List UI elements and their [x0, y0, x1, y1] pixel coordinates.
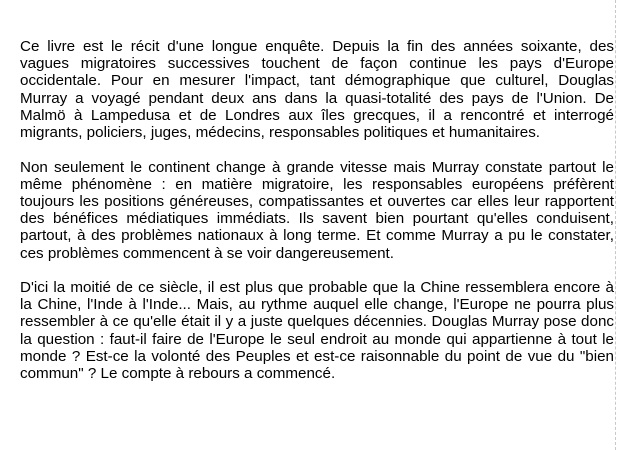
paragraph-2: Non seulement le continent change à grande vitesse mais Murray constate partout le même phénomène : en matière migratoire, les responsables européens préfèrent toujours les positions généreuses, compatissantes et ouvertes car elles leur rapportent des bénéfices médiatiques immédiats. Ils savent bien pourtant qu'elles conduisent, partout, à des problèmes nationaux à long terme. Et comme Murray a pu le constater, ces problèmes commencent à se voir dangereusement.: [20, 158, 614, 262]
paragraph-1: Ce livre est le récit d'une longue enquête. Depuis la fin des années soixante, des vagues migratoires successives touchent de façon continue les pays d'Europe occidentale. Pour en mesurer l'impact, tant démographique que culturel, Douglas Murray a voyagé pendant deux ans dans la quasi-totalité des pays de l'Union. De Malmö à Lampedusa et de Londres aux îles grecques, il a rencontré et interrogé migrants, policiers, juges, médecins, responsables politiques et humanitaires.: [20, 38, 614, 142]
document-text: [20, 38, 614, 400]
page-edge-divider: [615, 0, 616, 450]
paragraph-3: D'ici la moitié de ce siècle, il est plus que probable que la Chine ressemblera encore à la Chine, l'Inde à l'Inde... Mais, au rythme auquel elle change, l'Europe ne pourra plus ressembler à ce qu'elle était il y a juste quelques décennies. Douglas Murray pose donc la question : faut-il faire de l'Europe le seul endroit au monde qui appartienne à tout le monde ? Est-ce la volonté des Peuples et est-ce raisonnable du point de vue du "bien commun" ? Le compte à rebours a commencé.: [20, 279, 614, 383]
